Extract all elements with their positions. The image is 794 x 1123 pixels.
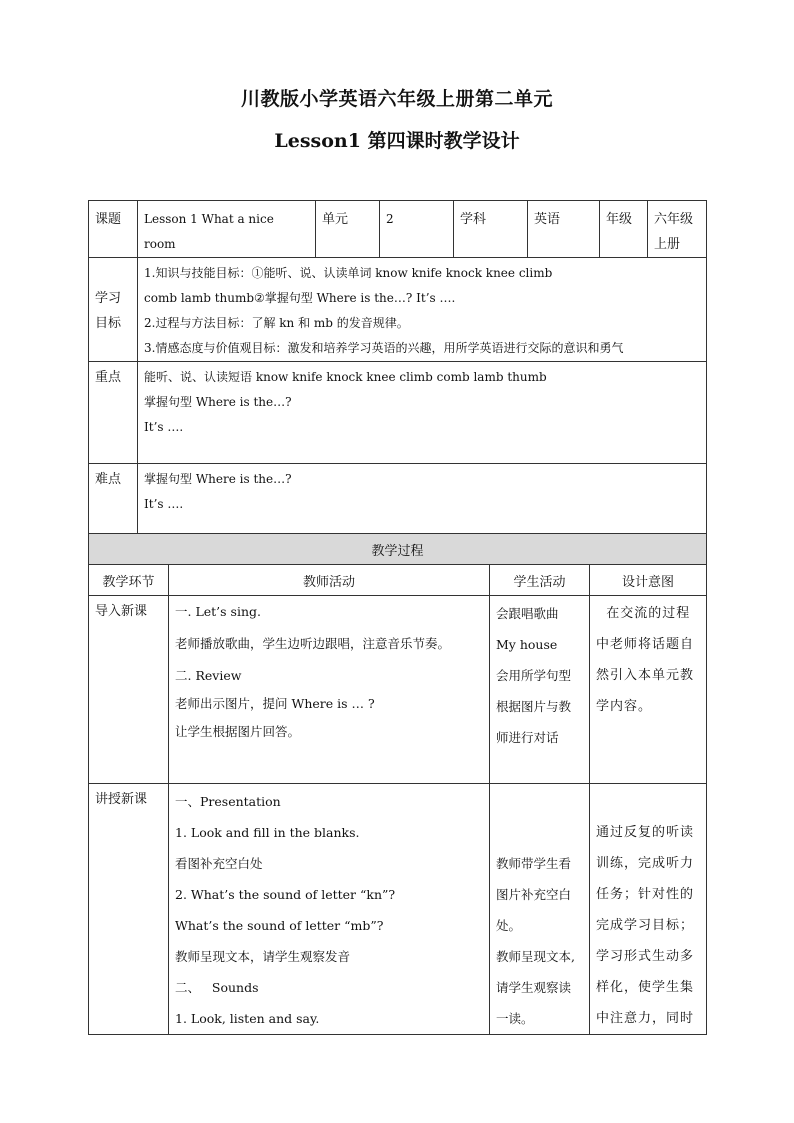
student-line: 会用所学句型 — [496, 668, 572, 683]
difficulties-row — [89, 464, 707, 541]
spacer — [496, 786, 583, 817]
difficulties-content — [138, 464, 707, 541]
student-line: 图片补充空白 — [496, 887, 572, 902]
key-points-row — [89, 362, 707, 464]
intent-line: 样化，使学生集 — [596, 980, 695, 995]
design-intent-intro — [590, 596, 707, 784]
grade-value — [648, 201, 707, 258]
student-line: 师进行对话 — [496, 730, 559, 745]
key-point-line: 掌握句型 Where is the…? — [144, 395, 292, 409]
intent-line: 通过反复的听读 — [596, 825, 695, 840]
spacer — [596, 786, 700, 817]
intent-line: 学内容。 — [596, 699, 653, 714]
intent-line: 在交流的过程 — [596, 606, 691, 621]
process-title: 教学过程 — [89, 534, 707, 565]
process-row-intro — [89, 596, 707, 784]
objectives-label-line: 学习 — [95, 291, 122, 306]
header-student: 学生活动 — [490, 565, 590, 596]
subject-label: 学科 — [454, 201, 528, 258]
teacher-line: 2. What’s the sound of letter “kn”? — [175, 887, 396, 902]
grade-value-line: 六年级 — [654, 212, 694, 227]
header-teacher: 教师活动 — [169, 565, 490, 596]
objective-line: comb lamb thumb②掌握句型 Where is the…? It’s …. — [144, 291, 456, 305]
unit-value: 2 — [380, 201, 454, 258]
document-title: 川教版小学英语六年级上册第二单元 — [240, 88, 553, 110]
difficulty-line: It’s …. — [144, 497, 184, 511]
topic-label: 课题 — [89, 201, 138, 258]
key-points-label: 重点 — [89, 362, 138, 464]
teacher-line: 看图补充空白处 — [175, 856, 263, 871]
process-row-teaching — [89, 784, 707, 1035]
teacher-line: What’s the sound of letter “mb”? — [175, 918, 384, 933]
grade-label: 年级 — [600, 201, 648, 258]
intent-line: 中老师将话题自 — [596, 637, 695, 652]
stage-teaching: 讲授新课 — [89, 784, 169, 1035]
teacher-activity-teaching — [169, 784, 490, 1035]
objective-line: 1.知识与技能目标：①能听、说、认读单词 know knife knock knee climb — [144, 266, 553, 280]
intent-line: 训练，完成听力 — [596, 856, 695, 871]
student-line: 处。 — [496, 918, 522, 933]
teacher-line: 老师出示图片，提问 Where is … ? — [175, 696, 375, 711]
teacher-activity-intro — [169, 596, 490, 784]
teacher-line: 教师呈现文本，请学生观察发音 — [175, 949, 351, 964]
teaching-process-table — [88, 533, 707, 1035]
teacher-line: 老师播放歌曲，学生边听边跟唱，注意音乐节奏。 — [175, 636, 451, 651]
topic-value: Lesson 1 What a nice room — [138, 201, 316, 258]
process-title-row — [89, 534, 707, 565]
objective-line: 2.过程与方法目标：了解 kn 和 mb 的发音规律。 — [144, 316, 409, 330]
student-activity-teaching — [490, 784, 590, 1035]
unit-label: 单元 — [316, 201, 380, 258]
objectives-row — [89, 258, 707, 362]
grade-value-line: 上册 — [654, 237, 681, 252]
lesson-info-table — [88, 200, 707, 541]
teacher-line: 二、 Sounds — [175, 980, 259, 995]
info-row — [89, 201, 707, 258]
teacher-line: 让学生根据图片回答。 — [175, 724, 301, 739]
intent-line: 中注意力，同时 — [596, 1011, 695, 1026]
header-stage: 教学环节 — [89, 565, 169, 596]
objective-line: 3.情感态度与价值观目标：激发和培养学习英语的兴趣，用所学英语进行交际的意识和勇气 — [144, 341, 624, 355]
document-subtitle: Lesson1 第四课时教学设计 — [274, 130, 520, 152]
student-line: My house — [496, 637, 558, 652]
student-line: 教师呈现文本, — [496, 949, 575, 964]
teacher-line: 1. Look and fill in the blanks. — [175, 825, 360, 840]
teacher-line: 一. Let’s sing. — [175, 604, 261, 619]
key-point-line: It’s …. — [144, 420, 184, 434]
header-intent: 设计意图 — [590, 565, 707, 596]
intent-line: 然引入本单元教 — [596, 668, 695, 683]
student-line: 根据图片与教 — [496, 699, 572, 714]
student-line: 一读。 — [496, 1011, 534, 1026]
stage-intro: 导入新课 — [89, 596, 169, 784]
student-line: 请学生观察读 — [496, 980, 572, 995]
teacher-line: 二. Review — [175, 668, 242, 683]
key-point-line: 能听、说、认读短语 know knife knock knee climb comb lamb thumb — [144, 370, 547, 384]
objectives-label — [89, 258, 138, 362]
teacher-line: 一、Presentation — [175, 794, 281, 809]
subject-value: 英语 — [528, 201, 600, 258]
process-header-row — [89, 565, 707, 596]
student-line: 教师带学生看 — [496, 856, 572, 871]
intent-line: 学习形式生动多 — [596, 949, 695, 964]
student-line: 会跟唱歌曲 — [496, 606, 559, 621]
objectives-label-line: 目标 — [95, 316, 122, 331]
intent-line: 完成学习目标； — [596, 918, 695, 933]
difficulty-line: 掌握句型 Where is the…? — [144, 472, 292, 486]
objectives-content — [138, 258, 707, 362]
key-points-content — [138, 362, 707, 464]
spacer — [496, 817, 583, 848]
difficulties-label: 难点 — [89, 464, 138, 541]
design-intent-teaching — [590, 784, 707, 1035]
intent-line: 任务；针对性的 — [596, 887, 695, 902]
teacher-line: 1. Look, listen and say. — [175, 1011, 320, 1026]
student-activity-intro — [490, 596, 590, 784]
